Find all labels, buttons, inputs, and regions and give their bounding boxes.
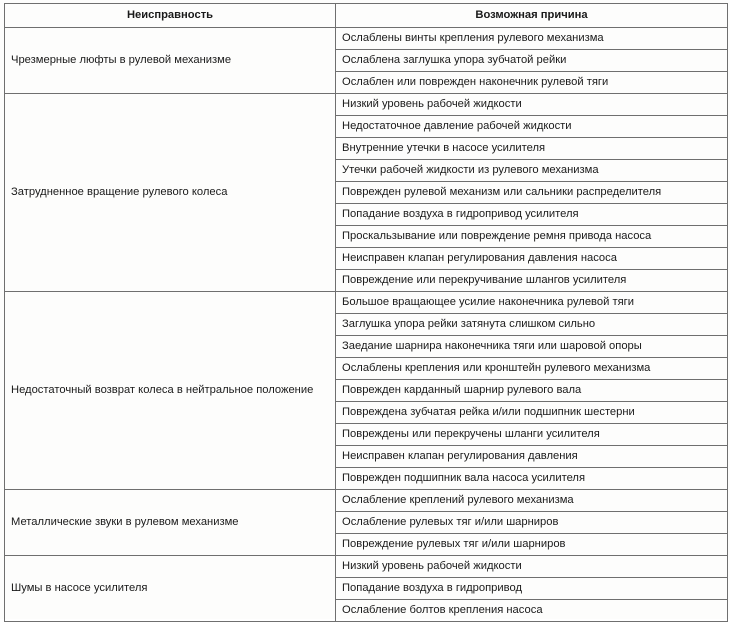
cause-cell: Неисправен клапан регулирования давления: [336, 446, 728, 468]
cause-cell: Поврежден подшипник вала насоса усилителя: [336, 468, 728, 490]
cause-cell: Ослаблена заглушка упора зубчатой рейки: [336, 50, 728, 72]
header-fault: Неисправность: [5, 4, 336, 28]
table-row: [5, 94, 728, 116]
fault-cell: Металлические звуки в рулевом механизме: [5, 490, 336, 556]
cause-cell: Ослаблены винты крепления рулевого механизма: [336, 28, 728, 50]
table-row: [5, 490, 728, 512]
cause-cell: Ослабление рулевых тяг и/или шарниров: [336, 512, 728, 534]
cause-cell: Недостаточное давление рабочей жидкости: [336, 116, 728, 138]
cause-cell: Заедание шарнира наконечника тяги или шаровой опоры: [336, 336, 728, 358]
cause-cell: Повреждение рулевых тяг и/или шарниров: [336, 534, 728, 556]
cause-cell: Ослаблен или поврежден наконечник рулевой тяги: [336, 72, 728, 94]
table-row: [5, 556, 728, 578]
fault-cell: Шумы в насосе усилителя: [5, 556, 336, 622]
cause-cell: Заглушка упора рейки затянута слишком сильно: [336, 314, 728, 336]
cause-cell: Низкий уровень рабочей жидкости: [336, 94, 728, 116]
cause-cell: Повреждение или перекручивание шлангов усилителя: [336, 270, 728, 292]
table-body: [5, 28, 728, 622]
cause-cell: Поврежден карданный шарнир рулевого вала: [336, 380, 728, 402]
table-row: [5, 292, 728, 314]
table-header: [5, 4, 728, 28]
fault-cell: Недостаточный возврат колеса в нейтральное положение: [5, 292, 336, 490]
table-row: [5, 28, 728, 50]
cause-cell: Попадание воздуха в гидропривод усилителя: [336, 204, 728, 226]
cause-cell: Проскальзывание или повреждение ремня привода насоса: [336, 226, 728, 248]
cause-cell: Повреждена зубчатая рейка и/или подшипник шестерни: [336, 402, 728, 424]
cause-cell: Попадание воздуха в гидропривод: [336, 578, 728, 600]
fault-cell: Затрудненное вращение рулевого колеса: [5, 94, 336, 292]
cause-cell: Поврежден рулевой механизм или сальники распределителя: [336, 182, 728, 204]
fault-cell: Чрезмерные люфты в рулевой механизме: [5, 28, 336, 94]
cause-cell: Повреждены или перекручены шланги усилителя: [336, 424, 728, 446]
cause-cell: Большое вращающее усилие наконечника рулевой тяги: [336, 292, 728, 314]
cause-cell: Ослабление креплений рулевого механизма: [336, 490, 728, 512]
fault-cause-table: [4, 3, 728, 622]
cause-cell: Внутренние утечки в насосе усилителя: [336, 138, 728, 160]
cause-cell: Ослабление болтов крепления насоса: [336, 600, 728, 622]
cause-cell: Ослаблены крепления или кронштейн рулевого механизма: [336, 358, 728, 380]
header-cause: Возможная причина: [336, 4, 728, 28]
cause-cell: Низкий уровень рабочей жидкости: [336, 556, 728, 578]
cause-cell: Неисправен клапан регулирования давления насоса: [336, 248, 728, 270]
header-row: [5, 4, 728, 28]
cause-cell: Утечки рабочей жидкости из рулевого механизма: [336, 160, 728, 182]
